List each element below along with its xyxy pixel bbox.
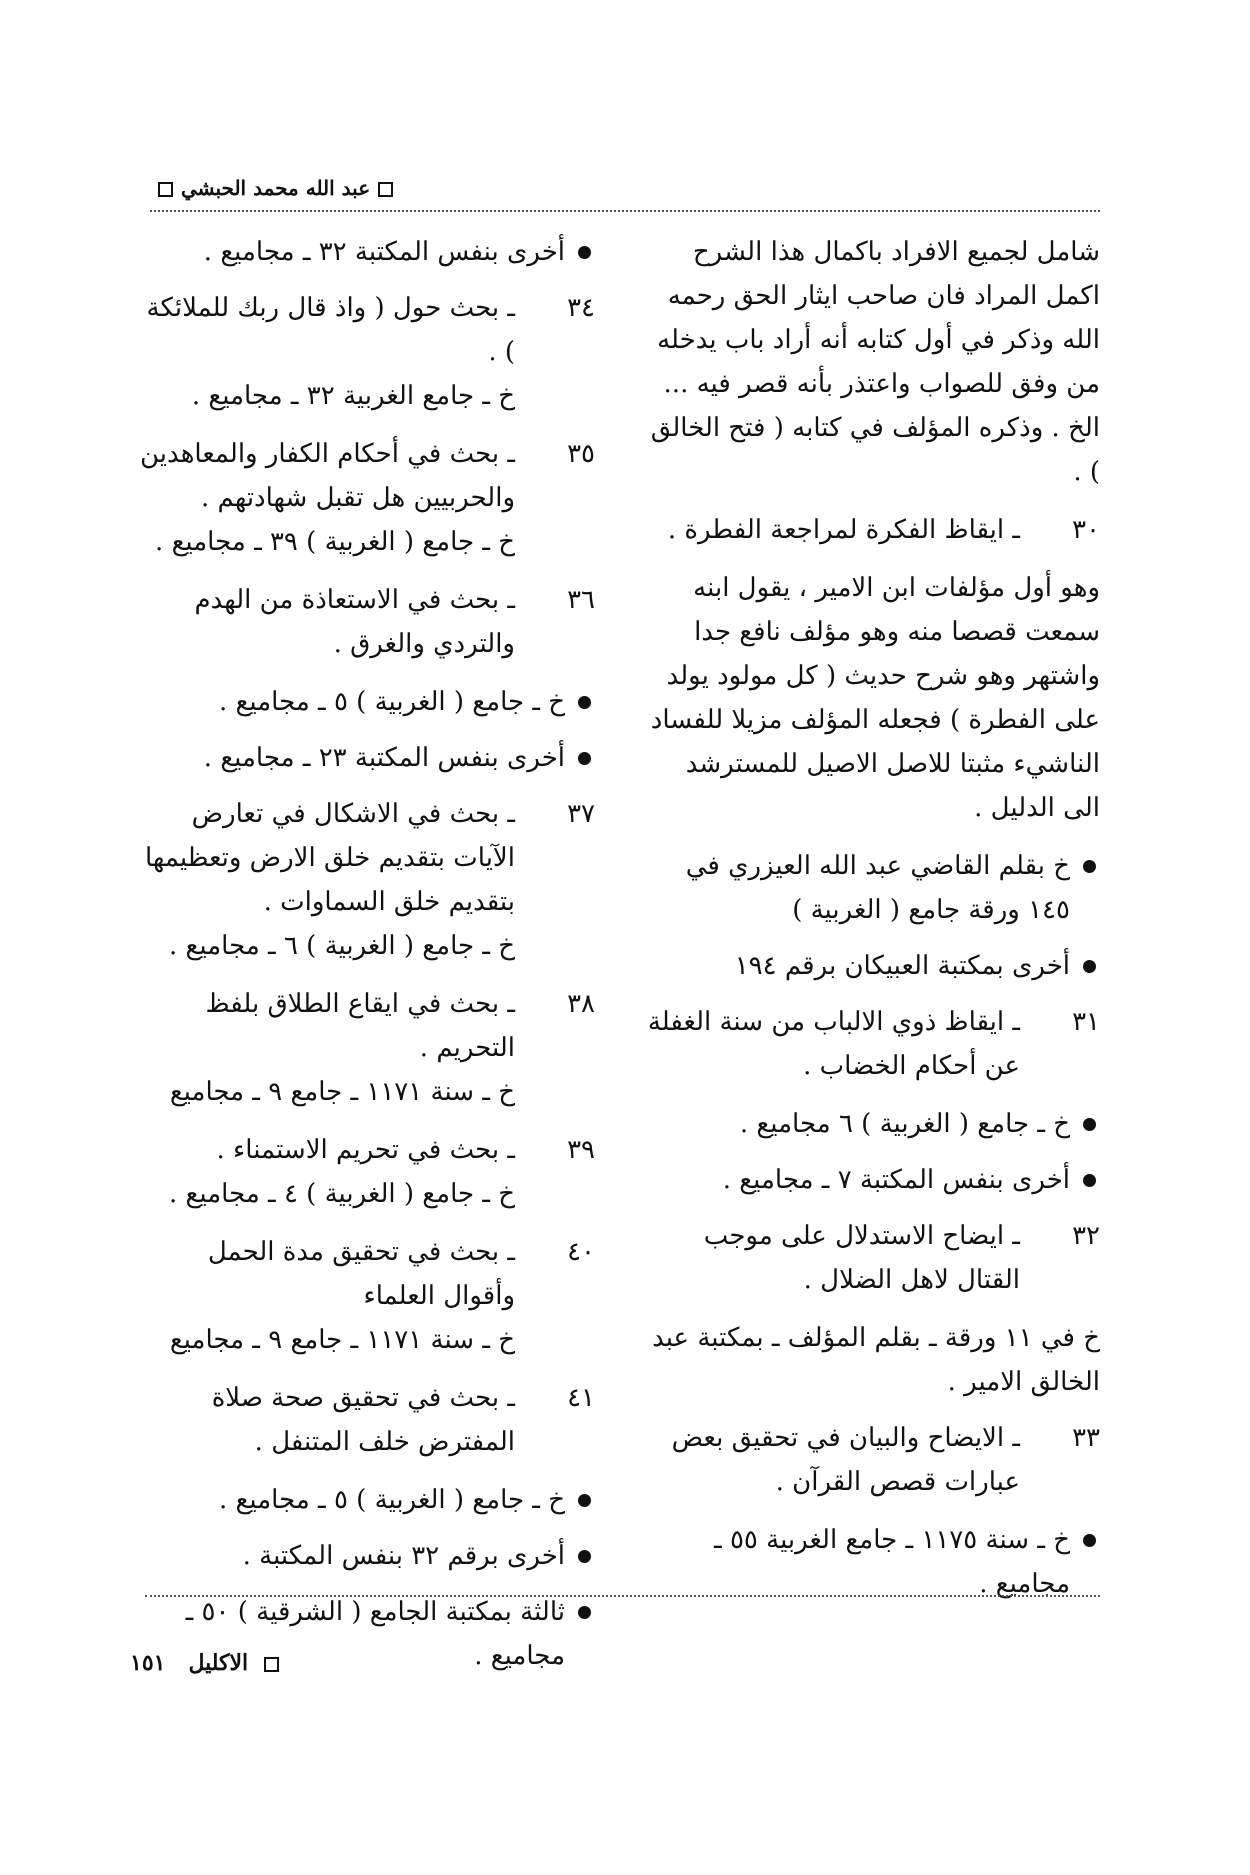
entry-title: ـ ايقاظ ذوي الالباب من سنة الغفلة عن أحكام الخضاب . — [647, 1007, 1020, 1081]
manuscript-note: خ ـ سنة ١١٧٥ ـ جامع الغربية ٥٥ ـ مجاميع . — [645, 1518, 1100, 1606]
entry-37 — [140, 792, 595, 968]
manuscript-note: أخرى برقم ٣٢ بنفس المكتبة . — [140, 1534, 595, 1578]
running-header — [150, 170, 1100, 212]
entry-title: ـ بحث في الاستعاذة من الهدم والتردي والغرق . — [194, 585, 515, 659]
manuscript-note: خ في ١١ ورقة ـ بقلم المؤلف ـ بمكتبة عبد الخالق الامير . — [652, 1323, 1100, 1397]
entry-title: ـ ايقاظ الفكرة لمراجعة الفطرة . — [667, 515, 1020, 545]
entry-number: ٣٢ — [1072, 1221, 1100, 1251]
entry-number: ٣٥ — [567, 439, 595, 469]
manuscript-note: خ ـ سنة ١١٧١ ـ جامع ٩ ـ مجاميع — [169, 1325, 515, 1355]
entry-35 — [140, 432, 595, 564]
entry-title: ـ بحث في الاشكال في تعارض الآيات بتقديم خلق الارض وتعظيمها بتقديم خلق السماوات . — [144, 799, 515, 917]
entry-31 — [645, 1000, 1100, 1088]
entry-title: ـ ايضاح الاستدلال على موجب القتال لاهل الضلال . — [703, 1221, 1020, 1295]
entry-number: ٣٤ — [567, 293, 595, 323]
entry-title: ـ الايضاح والبيان في تحقيق بعض عبارات قصص القرآن . — [671, 1423, 1020, 1497]
entry-number: ٣٧ — [567, 799, 595, 829]
entry-39 — [140, 1128, 595, 1216]
manuscript-note: أخرى بنفس المكتبة ٢٣ ـ مجاميع . — [140, 736, 595, 780]
entry-36 — [140, 578, 595, 666]
footer-rule — [145, 1595, 1100, 1617]
manuscript-note: ثالثة بمكتبة الجامع ( الشرقية ) ٥٠ ـ مجاميع . — [140, 1590, 595, 1678]
manuscript-note: خ ـ جامع ( الغربية ) ٤ ـ مجاميع . — [169, 1179, 515, 1209]
entry-33 — [645, 1416, 1100, 1504]
entry-30 — [645, 508, 1100, 552]
entry-32 — [645, 1214, 1100, 1302]
entry-title: ـ بحث في ايقاع الطلاق بلفظ التحريم . — [205, 989, 515, 1063]
manuscript-note: خ ـ جامع الغربية ٣٢ ـ مجاميع . — [191, 381, 515, 411]
manuscript-note: خ ـ جامع ( الغربية ) ٦ ـ مجاميع . — [169, 931, 515, 961]
header-author-line — [150, 176, 401, 200]
entry-number: ٣٣ — [1072, 1423, 1100, 1453]
right-column — [645, 230, 1100, 1618]
manuscript-note: خ ـ سنة ١١٧١ ـ جامع ٩ ـ مجاميع — [169, 1077, 515, 1107]
header-author: عبد الله محمد الحبشي — [181, 176, 371, 200]
square-ornament-icon — [264, 1657, 279, 1672]
page-number: ١٥١ — [130, 1650, 166, 1676]
manuscript-note: خ ـ جامع ( الغربية ) ٥ ـ مجاميع . — [140, 1478, 595, 1522]
manuscript-note: أخرى بنفس المكتبة ٧ ـ مجاميع . — [645, 1158, 1100, 1202]
entry-38 — [140, 982, 595, 1114]
left-column — [140, 230, 595, 1690]
entry-number: ٤٠ — [567, 1237, 595, 1267]
entry-number: ٣٦ — [567, 585, 595, 615]
journal-name: الاكليل — [188, 1650, 249, 1676]
entry-number: ٣١ — [1072, 1007, 1100, 1037]
entry-number: ٣٩ — [567, 1135, 595, 1165]
entry-41 — [140, 1376, 595, 1464]
entry-title: ـ بحث في أحكام الكفار والمعاهدين والحربيين هل تقبل شهادتهم . — [140, 439, 515, 513]
manuscript-note: خ ـ جامع ( الغربية ) ٥ ـ مجاميع . — [140, 680, 595, 724]
footer — [130, 1650, 287, 1676]
entry-number: ٣٨ — [567, 989, 595, 1019]
entry-number: ٤١ — [567, 1383, 595, 1413]
manuscript-note: أخرى بمكتبة العبيكان برقم ١٩٤ — [645, 944, 1100, 988]
manuscript-note: خ ـ جامع ( الغربية ) ٣٩ ـ مجاميع . — [155, 527, 515, 557]
square-ornament-icon — [378, 182, 393, 197]
manuscript-note: خ بقلم القاضي عبد الله العيزري في ١٤٥ ورقة جامع ( الغربية ) — [645, 844, 1100, 932]
entry-34 — [140, 286, 595, 418]
entry-title: ـ بحث حول ( واذ قال ربك للملائكة ) . — [146, 293, 515, 367]
square-ornament-icon — [158, 182, 173, 197]
entry-description: وهو أول مؤلفات ابن الامير ، يقول ابنه سمعت قصصا منه وهو مؤلف نافع جدا واشتهر وهو شرح حديث ( كل مولود يولد على الفطرة ) فجعله المؤلف مزيلا للفساد الناشيء مثبتا للاصل الاصيل للمسترشد الى الدليل . — [650, 573, 1100, 823]
entry-40 — [140, 1230, 595, 1362]
entry-number: ٣٠ — [1072, 515, 1100, 545]
entry-title: ـ بحث في تحقيق صحة صلاة المفترض خلف المتنفل . — [211, 1383, 515, 1457]
entry-title: ـ بحث في تحريم الاستمناء . — [216, 1135, 515, 1165]
manuscript-note: خ ـ جامع ( الغربية ) ٦ مجاميع . — [645, 1102, 1100, 1146]
entry-title: ـ بحث في تحقيق مدة الحمل وأقوال العلماء — [207, 1237, 515, 1311]
continuation-paragraph: شامل لجميع الافراد باكمال هذا الشرح اكمل المراد فان صاحب ايثار الحق رحمه الله وذكر في أول كتابه أنه أراد باب يدخله من وفق للصواب واعتذر بأنه قصر فيه ... الخ . وذكره المؤلف في كتابه ( فتح الخالق ) . — [650, 237, 1100, 487]
manuscript-note: أخرى بنفس المكتبة ٣٢ ـ مجاميع . — [140, 230, 595, 274]
